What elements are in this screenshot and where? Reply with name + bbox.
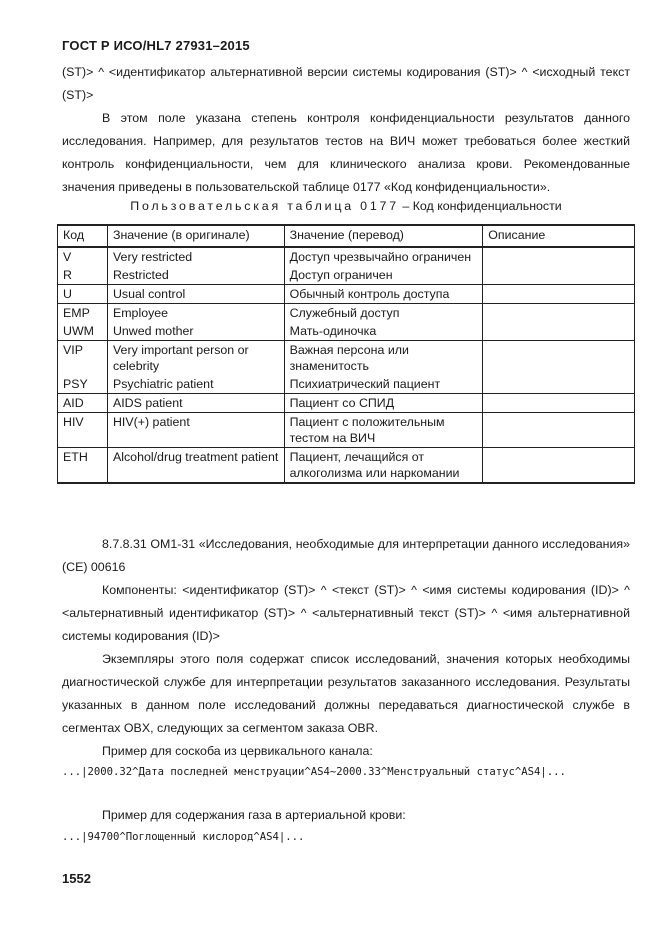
confidentiality-code-table <box>57 224 635 484</box>
cell-original: Alcohol/drug treatment patient <box>107 448 284 484</box>
document-header: ГОСТ Р ИСО/HL7 27931–2015 <box>62 38 250 53</box>
table-row <box>58 448 635 484</box>
cell-translation: Психиатрический пациент <box>284 375 483 394</box>
cell-original: AIDS patient <box>107 394 284 413</box>
cell-translation: Мать-одиночка <box>284 322 483 341</box>
example2-label: Пример для содержания газа в артериальной крови: <box>102 808 406 822</box>
cell-description <box>483 322 635 341</box>
cell-code: VIP <box>58 341 108 376</box>
cell-description <box>483 341 635 376</box>
cell-code: ETH <box>58 448 108 484</box>
cell-translation: Важная персона или знаменитость <box>284 341 483 376</box>
example1-code: ...|2000.32^Дата последней менструации^AS4~2000.33^Менструальный статус^AS4|... <box>62 766 566 778</box>
header-original: Значение (в оригинале) <box>107 225 284 247</box>
table-row <box>58 413 635 448</box>
cell-description <box>483 413 635 448</box>
cell-translation: Доступ ограничен <box>284 266 483 285</box>
cell-original: HIV(+) patient <box>107 413 284 448</box>
cell-translation: Служебный доступ <box>284 304 483 323</box>
table-caption <box>62 199 630 213</box>
table-row <box>58 285 635 304</box>
cell-code: EMP <box>58 304 108 323</box>
cell-code: R <box>58 266 108 285</box>
cell-original: Unwed mother <box>107 322 284 341</box>
cell-original: Restricted <box>107 266 284 285</box>
paragraph-confidentiality: В этом поле указана степень контроля конфиденциальности результатов данного исследования. Например, для результатов тестов на ВИЧ может требоваться более жесткий контроль конфиденциальности, чем для клинического анализа крови. Рекомендованные значения приведены в пользовательской таблице 0177 «Код конфиденциальности». <box>62 111 630 194</box>
cell-description <box>483 266 635 285</box>
cell-translation: Обычный контроль доступа <box>284 285 483 304</box>
cell-translation: Пациент с положительным тестом на ВИЧ <box>284 413 483 448</box>
cell-original: Very restricted <box>107 247 284 266</box>
cell-code: V <box>58 247 108 266</box>
table-header-row <box>58 225 635 247</box>
cell-code: PSY <box>58 375 108 394</box>
cell-code: HIV <box>58 413 108 448</box>
section-heading: 8.7.8.31 OM1-31 «Исследования, необходимые для интерпретации данного исследования» (CE) 00616 <box>62 537 630 574</box>
header-description: Описание <box>483 225 635 247</box>
cell-original: Psychiatric patient <box>107 375 284 394</box>
page-number: 1552 <box>62 871 91 886</box>
cell-description <box>483 304 635 323</box>
intro-continuation: (ST)> ^ <идентификатор альтернативной версии системы кодирования (ST)> ^ <исходный текст (ST)> <box>62 65 630 102</box>
cell-translation: Доступ чрезвычайно ограничен <box>284 247 483 266</box>
cell-translation: Пациент со СПИД <box>284 394 483 413</box>
cell-original: Very important person or celebrity <box>107 341 284 376</box>
table-row <box>58 375 635 394</box>
cell-translation: Пациент, лечащийся от алкоголизма или наркомании <box>284 448 483 484</box>
paragraph-instances: Экземпляры этого поля содержат список исследований, значения которых необходимы диагностической службе для интерпретации результатов заказанного исследования. Результаты указанных в данном поле исследований должны передаваться диагностической службе в сегментах OBX, следующих за сегментом заказа OBR. <box>62 652 630 735</box>
cell-description <box>483 448 635 484</box>
example2-code: ...|94700^Поглощенный кислород^AS4|... <box>62 831 305 843</box>
table-row <box>58 266 635 285</box>
example1-label: Пример для соскоба из цервикального канала: <box>102 744 373 758</box>
cell-code: UWM <box>58 322 108 341</box>
table-row <box>58 394 635 413</box>
cell-original: Usual control <box>107 285 284 304</box>
cell-description <box>483 247 635 266</box>
table-row <box>58 247 635 266</box>
cell-description <box>483 375 635 394</box>
header-translation: Значение (перевод) <box>284 225 483 247</box>
cell-description <box>483 285 635 304</box>
table-row <box>58 341 635 376</box>
table-caption-title: Пользовательская таблица 0177 <box>130 199 399 213</box>
cell-description <box>483 394 635 413</box>
cell-code: U <box>58 285 108 304</box>
cell-code: AID <box>58 394 108 413</box>
header-code: Код <box>58 225 108 247</box>
table-row <box>58 322 635 341</box>
paragraph-components: Компоненты: <идентификатор (ST)> ^ <текст (ST)> ^ <имя системы кодирования (ID)> ^ <альтернативный идентификатор (ST)> ^ <альтернативный текст (ST)> ^ <имя альтернативной системы кодирования (ID)> <box>62 583 630 643</box>
table-row <box>58 304 635 323</box>
cell-original: Employee <box>107 304 284 323</box>
table-caption-rest: – Код конфиденциальности <box>398 199 562 213</box>
